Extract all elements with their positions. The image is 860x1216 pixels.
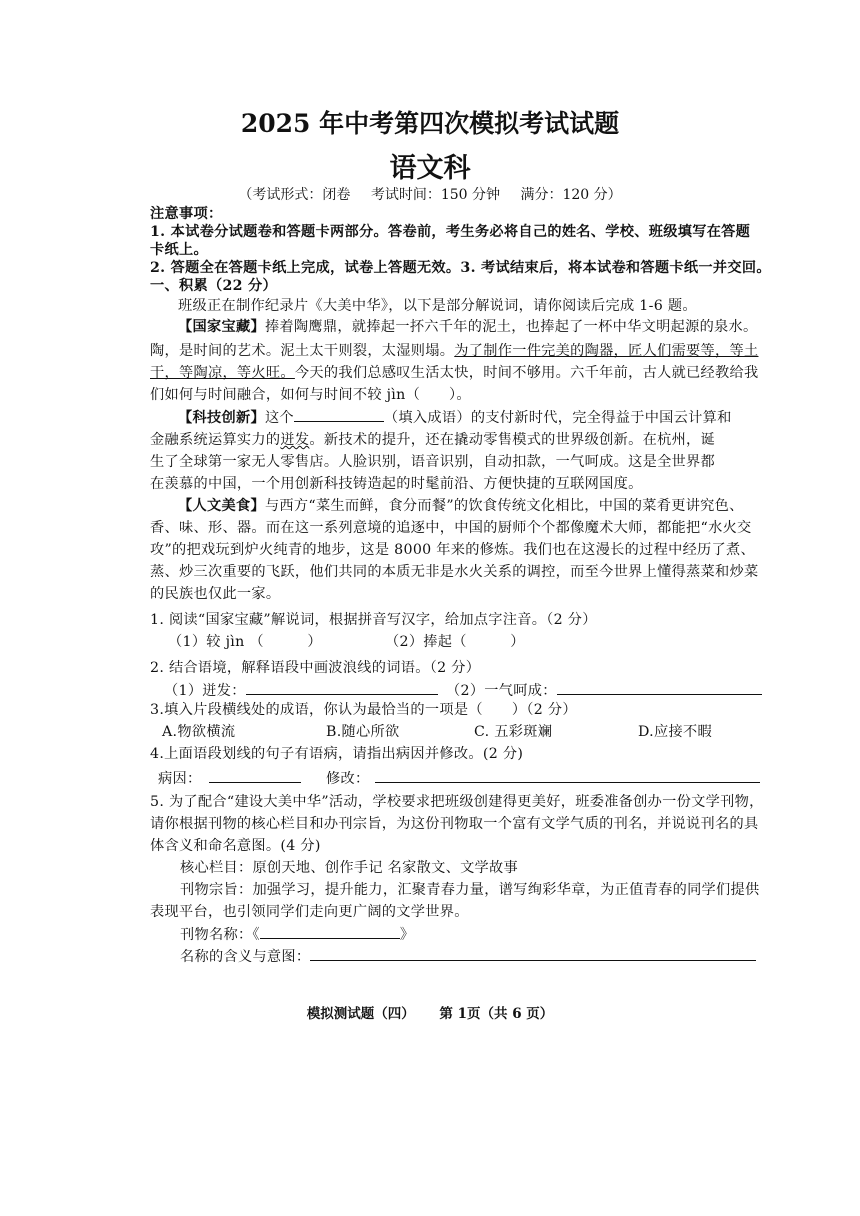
section1-heading: 一、积累（22 分） bbox=[150, 278, 277, 294]
para2-line3: 生了全球第一家无人零售店。人脸识别，语音识别，自动扣款，一气呵成。这是全世界都 bbox=[150, 454, 716, 470]
q5-name-field[interactable]: 刊物名称：《 》 bbox=[180, 924, 790, 945]
para1-line4: 们如何与时间融合，如何与时间不较 jìn（ ）。 bbox=[150, 387, 471, 403]
q2-answer-b[interactable]: （2）一气呵成： bbox=[446, 680, 860, 701]
para1-line3: 干，等陶凉，等火旺。今天的我们总感叹生活太快，时间不够用。六千年前，古人就已经教给我 bbox=[150, 365, 759, 381]
q3-option-b[interactable]: B.随心所欲 bbox=[326, 724, 400, 740]
q4-cause[interactable]: 病因： bbox=[158, 768, 768, 789]
para2-tag: 【科技创新】 bbox=[178, 410, 265, 426]
para3-tag: 【人文美食】 bbox=[178, 498, 265, 514]
para3-line1: 【人文美食】与西方“菜生而鲜，食分而餐”的饮食传统文化相比，中国的菜肴更讲究色、 bbox=[178, 498, 744, 514]
notice-heading: 注意事项： bbox=[150, 206, 223, 222]
notice-item1b: 卡纸上。 bbox=[150, 242, 208, 258]
faulty-sentence-part1: 为了制作一件完美的陶器，匠人们需要等，等土 bbox=[454, 343, 759, 359]
page-footer bbox=[0, 1002, 860, 1022]
exam-info bbox=[0, 184, 860, 204]
para3-line4: 蒸、炒三次重要的飞跃，他们共同的本质无非是水火关系的调控，而至今世界上懂得蒸菜和炒菜 bbox=[150, 564, 759, 580]
footer-left: 模拟测试题（四） bbox=[306, 1006, 415, 1022]
exam-form: （考试形式：闭卷 bbox=[238, 187, 351, 203]
q1-answer-b[interactable]: （2）捧起（ ） bbox=[385, 634, 525, 650]
q4-fix[interactable]: 修改： bbox=[326, 768, 860, 789]
notice-item2: 2. 答题全在答题卡纸上完成，试卷上答题无效。3. 考试结束后，将本试卷和答题卡纸一并交回。 bbox=[150, 260, 771, 276]
para1-line1: 【国家宝藏】捧着陶鹰鼎，就捧起一抔六千年的泥土，也捧起了一杯中华文明起源的泉水。 bbox=[178, 319, 758, 335]
para2-line2: 金融系统运算实力的迸发。新技术的提升，还在撬动零售模式的世界级创新。在杭州，诞 bbox=[150, 432, 716, 448]
subject-title: 语文科 bbox=[389, 153, 471, 184]
q5-aim-line2: 表现平台，也引领同学们走向更广阔的文学世界。 bbox=[150, 904, 469, 920]
q3-option-d[interactable]: D.应接不暇 bbox=[638, 724, 712, 740]
q2-answer-a[interactable]: （1）迸发： bbox=[164, 680, 774, 701]
para2-line4: 在羡慕的中国，一个用创新科技铸造起的时髦前沿、方便快捷的互联网国度。 bbox=[150, 476, 643, 492]
exam-title: 2025 年中考第四次模拟考试试题 bbox=[240, 109, 620, 138]
q1-answer-a[interactable]: （1）较 jìn （ ） bbox=[168, 634, 322, 650]
idiom-blank[interactable] bbox=[294, 407, 384, 422]
notice-item1a: 1. 本试卷分试题卷和答题卡两部分。答卷前，考生务必将自己的姓名、学校、班级填写在答题 bbox=[150, 224, 751, 240]
para1-line2: 陶，是时间的艺术。泥土太干则裂，太湿则塌。为了制作一件完美的陶器，匠人们需要等，等土 bbox=[150, 343, 759, 359]
para3-line2: 香、味、形、器。而在这一系列意境的追逐中，中国的厨师个个都像魔术大师，都能把“水火交 bbox=[150, 520, 752, 536]
q3-option-c[interactable]: C. 五彩斑斓 bbox=[474, 724, 553, 740]
question-5-line3: 体含义和命名意图。(4 分) bbox=[150, 838, 321, 854]
question-3: 3.填入片段横线处的成语，你认为最恰当的一项是（ ）（2 分） bbox=[150, 702, 577, 718]
question-4: 4.上面语段划线的句子有语病，请指出病因并修改。(2 分) bbox=[150, 746, 524, 762]
question-2: 2. 结合语境，解释语段中画波浪线的词语。（2 分） bbox=[150, 660, 481, 676]
full-score: 满分：120 分） bbox=[520, 187, 622, 203]
para2-line1: 【科技创新】这个 （填入成语）的支付新时代，完全得益于中国云计算和 bbox=[178, 407, 788, 428]
section1-intro: 班级正在制作纪录片《大美中华》，以下是部分解说词，请你阅读后完成 1-6 题。 bbox=[178, 298, 697, 314]
q5-meaning-field[interactable]: 名称的含义与意图： bbox=[180, 946, 790, 967]
question-1: 1. 阅读“国家宝藏”解说词，根据拼音写汉字，给加点字注音。（2 分） bbox=[150, 612, 597, 628]
wavy-word-bengfa: 迸发 bbox=[280, 432, 310, 448]
footer-page-number: 第 1页（共 6 页） bbox=[439, 1006, 554, 1022]
para3-line5: 的民族也仅此一家。 bbox=[150, 586, 281, 602]
para1-tag: 【国家宝藏】 bbox=[178, 319, 265, 335]
q5-core-columns: 核心栏目：原创天地、创作手记 名家散文、文学故事 bbox=[180, 860, 519, 876]
question-5-line2: 请你根据刊物的核心栏目和办刊宗旨，为这份刊物取一个富有文学气质的刊名，并说说刊名的具 bbox=[150, 816, 759, 832]
faulty-sentence-part2: 干，等陶凉，等火旺。 bbox=[150, 365, 295, 381]
question-5-line1: 5. 为了配合“建设大美中华”活动，学校要求把班级创建得更美好，班委准备创办一份文学刊物， bbox=[150, 794, 764, 810]
q5-aim-line1: 刊物宗旨：加强学习，提升能力，汇聚青春力量，谱写绚彩华章，为正值青春的同学们提供 bbox=[180, 882, 760, 898]
para3-line3: 攻”的把戏玩到炉火纯青的地步，这是 8000 年来的修炼。我们也在这漫长的过程中经历了煮、 bbox=[150, 542, 756, 558]
exam-time: 考试时间：150 分钟 bbox=[370, 187, 500, 203]
q3-option-a[interactable]: A.物欲横流 bbox=[162, 724, 236, 740]
